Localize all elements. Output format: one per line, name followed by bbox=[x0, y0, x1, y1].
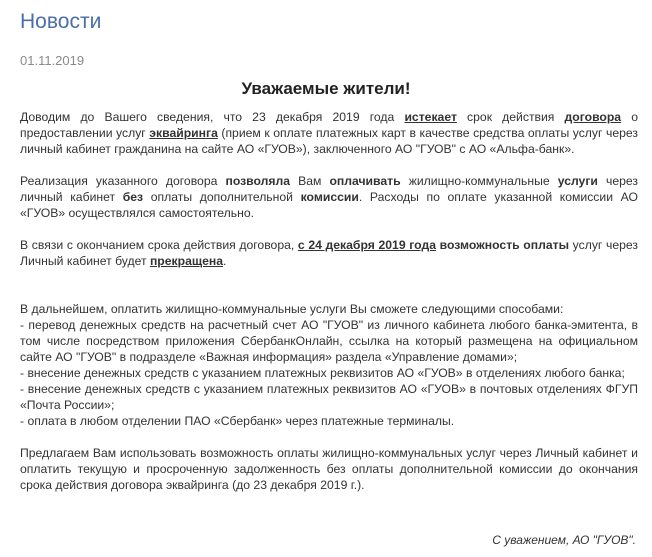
page-title: Новости bbox=[20, 10, 102, 33]
paragraph-contract-terms: Реализация указанного договора позволяла Вам оплачивать жилищно-коммунальные услуги через личный кабинет без оплаты дополнительной комиссии. Расходы по оплате указанной комиссии АО «ГУОВ» осуществлялся самостоятельно. bbox=[20, 174, 638, 220]
news-date: 01.11.2019 bbox=[20, 53, 85, 68]
payment-method-item: - перевод денежных средств на расчетный счет АО "ГУОВ" из личного кабинета любого банка-эмитента, в том числе посредством приложения СбербанкОнлайн, ссылка на который размещена на официальном сайте АО "ГУОВ" в подразделе «Важная информация» раздела «Управление домами»; bbox=[20, 318, 638, 364]
signature: С уважением, АО "ГУОВ". bbox=[492, 533, 636, 547]
payment-methods-intro: В дальнейшем, оплатить жилищно-коммунальные услуги Вы сможете следующими способами: bbox=[20, 302, 564, 316]
paragraph-termination: В связи с окончанием срока действия договора, с 24 декабря 2019 года возможность оплаты услуг через Личный кабинет будет прекращена. bbox=[20, 238, 639, 268]
payment-method-item: - оплата в любом отделении ПАО «Сбербанк» через платежные терминалы. bbox=[20, 414, 455, 428]
payment-method-item: - внесение денежных средств с указанием платежных реквизитов АО «ГУОВ» в отделениях любого банка; bbox=[20, 366, 625, 380]
payment-method-item: - внесение денежных средств с указанием платежных реквизитов АО «ГУОВ» в почтовых отделениях ФГУП «Почта России»; bbox=[20, 382, 638, 412]
paragraph-contract-expiry: Доводим до Вашего сведения, что 23 декабря 2019 года истекает срок действия договора о предоставлении услуг эквайринга (прием к оплате платежных карт в качестве средства оплаты услуг через личный кабинет гражданина на сайте АО «ГУОВ»), заключенного АО "ГУОВ" с АО «Альфа-банк». bbox=[20, 110, 638, 156]
news-heading: Уважаемые жители! bbox=[241, 79, 411, 98]
news-body bbox=[20, 109, 638, 493]
paragraph-recommendation: Предлагаем Вам использовать возможность оплаты жилищно-коммунальных услуг через Личный кабинет и оплатить текущую и просроченную задолженность без оплаты дополнительной комиссии до окончания срока действия договора эквайринга (до 23 декабря 2019 г.). bbox=[20, 446, 638, 492]
